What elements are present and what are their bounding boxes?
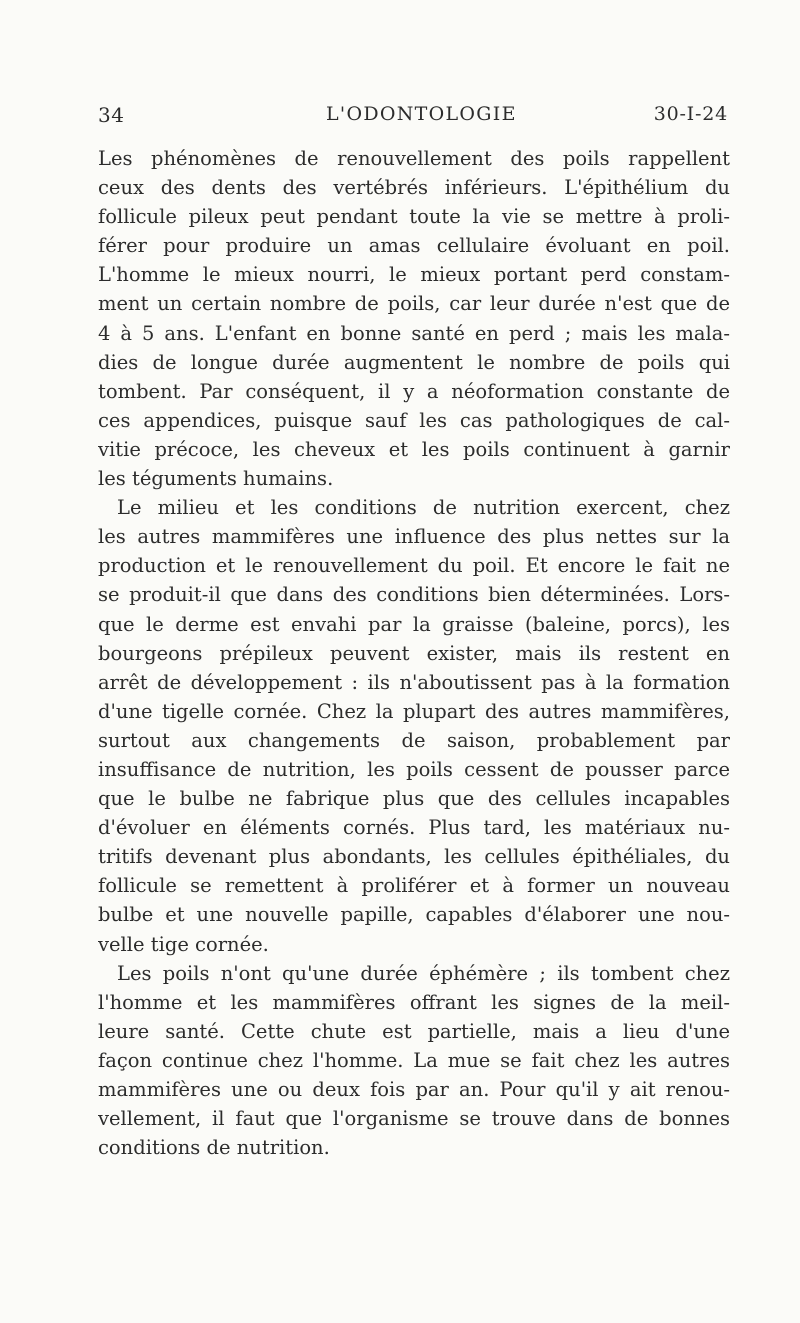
text-line: Le milieu et les conditions de nutrition exercent, chez <box>117 496 730 520</box>
text-line: tombent. Par conséquent, il y a néoformation constante de <box>98 379 730 403</box>
text-line: l'homme et les mammifères offrant les signes de la meil- <box>98 990 730 1014</box>
text-line: d'une tigelle cornée. Chez la plupart des autres mammifères, <box>98 699 730 723</box>
text-line: mammifères une ou deux fois par an. Pour qu'il y ait renou- <box>98 1078 730 1101</box>
text-line: ceux des dents des vertébrés inférieurs. L'épithélium du <box>98 176 730 200</box>
text-line: se produit-il que dans des conditions bien déterminées. Lors- <box>98 583 730 607</box>
text-line: insuffisance de nutrition, les poils cessent de pousser parce <box>98 757 730 781</box>
text-line: 4 à 5 ans. L'enfant en bonne santé en perd ; mais les mala- <box>98 321 730 345</box>
text-line: Les phénomènes de renouvellement des poils rappellent <box>98 147 730 170</box>
paragraph-hair-loss <box>98 959 730 1163</box>
paragraph-hair-renewal <box>98 144 730 493</box>
text-line: follicule pileux peut pendant toute la vie se mettre à proli- <box>98 205 730 229</box>
text-line: arrêt de développement : ils n'aboutissent pas à la formation <box>98 670 730 694</box>
text-line: production et le renouvellement du poil. Et encore le fait ne <box>98 554 730 578</box>
text-line: d'évoluer en éléments cornés. Plus tard, les matériaux nu- <box>98 816 730 840</box>
text-line: vellement, il faut que l'organisme se trouve dans de bonnes <box>98 1107 730 1131</box>
text-line: surtout aux changements de saison, probablement par <box>98 728 730 752</box>
text-line: ment un certain nombre de poils, car leur durée n'est que de <box>98 292 730 316</box>
text-line: bourgeons prépileux peuvent exister, mais ils restent en <box>98 641 730 665</box>
text-line: les téguments humains. <box>98 467 334 491</box>
paragraph-nutrition <box>98 493 730 959</box>
text-line: façon continue chez l'homme. La mue se fait chez les autres <box>98 1048 730 1072</box>
text-line: bulbe et une nouvelle papille, capables d'élaborer une nou- <box>98 903 730 927</box>
text-line: Les poils n'ont qu'une durée éphémère ; ils tombent chez <box>117 961 730 985</box>
text-line: dies de longue durée augmentent le nombre de poils qui <box>98 350 730 374</box>
article-body <box>98 144 730 1162</box>
page-number: 34 <box>98 103 125 127</box>
text-line: ces appendices, puisque sauf les cas pathologiques de cal- <box>98 408 730 432</box>
text-line: conditions de nutrition. <box>98 1136 330 1160</box>
text-line: tritifs devenant plus abondants, les cellules épithéliales, du <box>98 845 730 869</box>
text-line: les autres mammifères une influence des plus nettes sur la <box>98 525 730 549</box>
text-line: que le derme est envahi par la graisse (baleine, porcs), les <box>98 612 730 636</box>
running-head <box>98 103 728 133</box>
text-line: leure santé. Cette chute est partielle, mais a lieu d'une <box>98 1019 730 1043</box>
text-line: vitie précoce, les cheveux et les poils continuent à garnir <box>98 437 730 461</box>
text-line: L'homme le mieux nourri, le mieux portant perd constam- <box>98 263 730 287</box>
text-line: que le bulbe ne fabrique plus que des cellules incapables <box>98 787 730 811</box>
text-line: velle tige cornée. <box>98 932 269 956</box>
issue-date: 30-I-24 <box>653 103 728 125</box>
text-line: follicule se remettent à proliférer et à former un nouveau <box>98 874 730 898</box>
text-line: férer pour produire un amas cellulaire évoluant en poil. <box>98 234 730 258</box>
journal-title: L'ODONTOLOGIE <box>326 103 517 125</box>
